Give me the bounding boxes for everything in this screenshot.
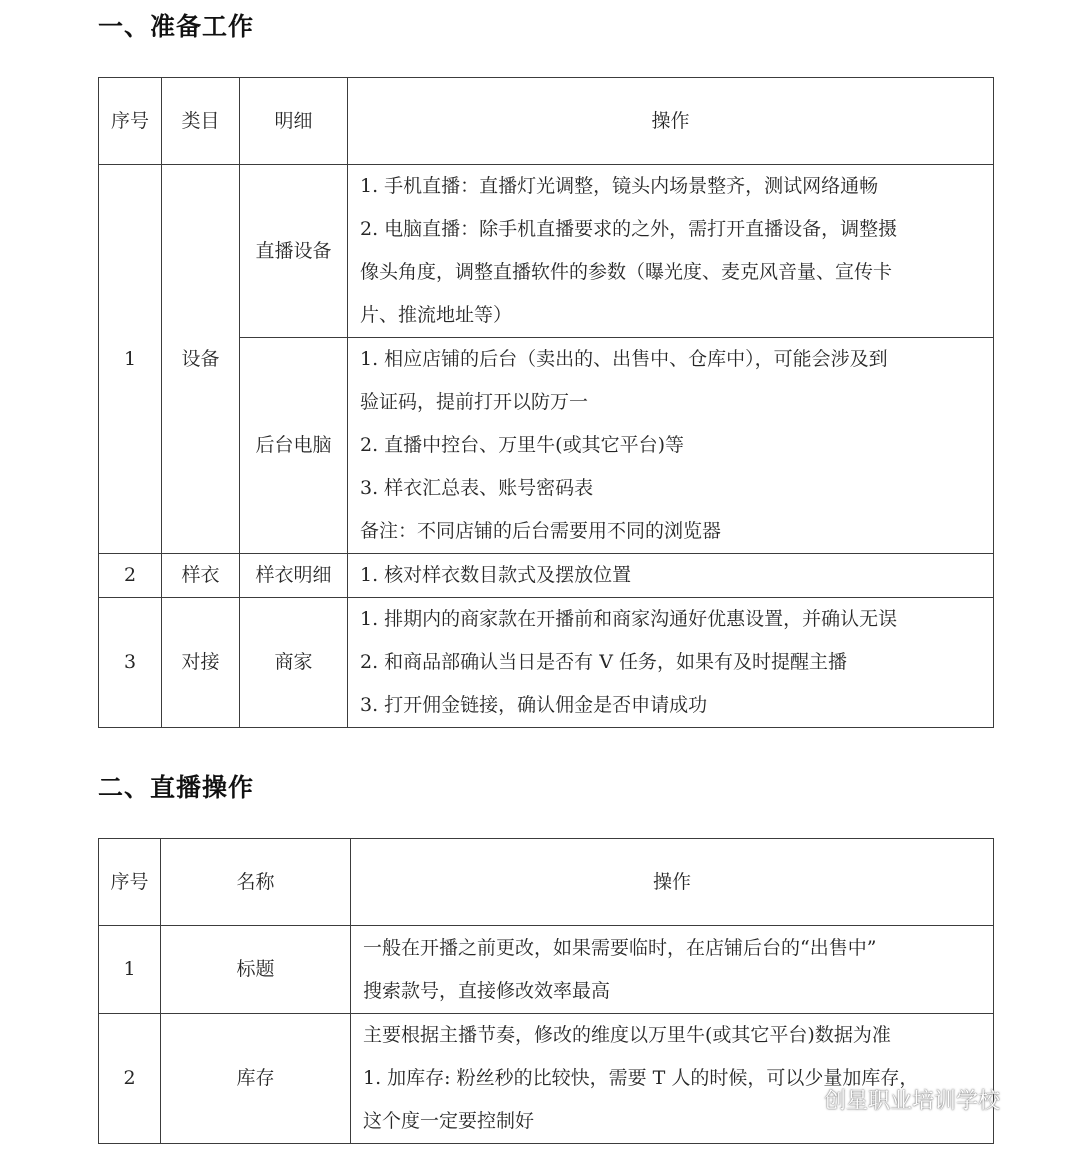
operation-line: 片、推流地址等） bbox=[360, 304, 513, 326]
operation-line: 搜索款号，直接修改效率最高 bbox=[363, 979, 611, 1002]
header-name: 名称 bbox=[161, 839, 351, 926]
table-row bbox=[99, 1014, 994, 1144]
cell-operation bbox=[351, 1014, 994, 1144]
section-heading-live-operation: 二、直播操作 bbox=[98, 773, 255, 802]
operation-line: 像头角度，调整直播软件的参数（曝光度、麦克风音量、宣传卡 bbox=[360, 261, 893, 283]
operation-line: 验证码，提前打开以防万一 bbox=[360, 391, 589, 413]
operation-line: 3. 打开佣金链接，确认佣金是否申请成功 bbox=[360, 694, 708, 716]
operation-line: 一般在开播之前更改，如果需要临时，在店铺后台的“出售中” bbox=[363, 936, 877, 959]
cell-seq: 2 bbox=[99, 554, 162, 598]
table-header-row bbox=[99, 78, 994, 165]
table-header-row bbox=[99, 839, 994, 926]
cell-seq: 2 bbox=[99, 1014, 161, 1144]
wechat-icon bbox=[788, 1087, 818, 1113]
operation-line: 2. 直播中控台、万里牛(或其它平台)等 bbox=[360, 434, 684, 456]
operation-line: 备注：不同店铺的后台需要用不同的浏览器 bbox=[360, 520, 722, 542]
table-row bbox=[99, 554, 994, 598]
cell-name: 库存 bbox=[161, 1014, 351, 1144]
cell-operation bbox=[348, 554, 994, 598]
table-row bbox=[99, 165, 994, 338]
section-heading-preparation: 一、准备工作 bbox=[98, 12, 255, 41]
cell-category: 样衣 bbox=[162, 554, 240, 598]
cell-seq: 1 bbox=[99, 165, 162, 554]
operation-line: 1. 相应店铺的后台（卖出的、出售中、仓库中），可能会涉及到 bbox=[360, 348, 888, 370]
cell-detail: 后台电脑 bbox=[240, 338, 348, 554]
operation-line: 这个度一定要控制好 bbox=[363, 1110, 535, 1132]
table-row bbox=[99, 598, 994, 728]
cell-operation bbox=[348, 165, 994, 338]
watermark bbox=[788, 1084, 1000, 1115]
operation-line: 3. 样衣汇总表、账号密码表 bbox=[360, 477, 594, 499]
cell-detail: 样衣明细 bbox=[240, 554, 348, 598]
preparation-table bbox=[98, 77, 994, 728]
cell-operation bbox=[348, 598, 994, 728]
cell-category: 对接 bbox=[162, 598, 240, 728]
operation-line: 1. 加库存: 粉丝秒的比较快，需要 T 人的时候，可以少量加库存， bbox=[363, 1067, 919, 1089]
cell-detail: 直播设备 bbox=[240, 165, 348, 338]
header-detail: 明细 bbox=[240, 78, 348, 165]
table-row bbox=[99, 926, 994, 1014]
header-seq: 序号 bbox=[99, 839, 161, 926]
operation-line: 1. 手机直播：直播灯光调整，镜头内场景整齐，测试网络通畅 bbox=[360, 175, 879, 197]
cell-seq: 3 bbox=[99, 598, 162, 728]
cell-seq: 1 bbox=[99, 926, 161, 1014]
header-operation: 操作 bbox=[348, 78, 994, 165]
header-operation: 操作 bbox=[351, 839, 994, 926]
header-seq: 序号 bbox=[99, 78, 162, 165]
operation-line: 2. 电脑直播：除手机直播要求的之外，需打开直播设备，调整摄 bbox=[360, 218, 898, 240]
cell-detail: 商家 bbox=[240, 598, 348, 728]
cell-category: 设备 bbox=[162, 165, 240, 554]
header-category: 类目 bbox=[162, 78, 240, 165]
cell-name: 标题 bbox=[161, 926, 351, 1014]
watermark-text: 创星职业培训学校 bbox=[824, 1089, 1001, 1114]
operation-line: 1. 排期内的商家款在开播前和商家沟通好优惠设置，并确认无误 bbox=[360, 608, 898, 630]
cell-operation bbox=[351, 926, 994, 1014]
operation-line: 主要根据主播节奏，修改的维度以万里牛(或其它平台)数据为准 bbox=[363, 1024, 891, 1046]
operation-line: 2. 和商品部确认当日是否有 V 任务，如果有及时提醒主播 bbox=[360, 651, 847, 673]
cell-operation bbox=[348, 338, 994, 554]
operation-line: 1. 核对样衣数目款式及摆放位置 bbox=[360, 564, 632, 586]
